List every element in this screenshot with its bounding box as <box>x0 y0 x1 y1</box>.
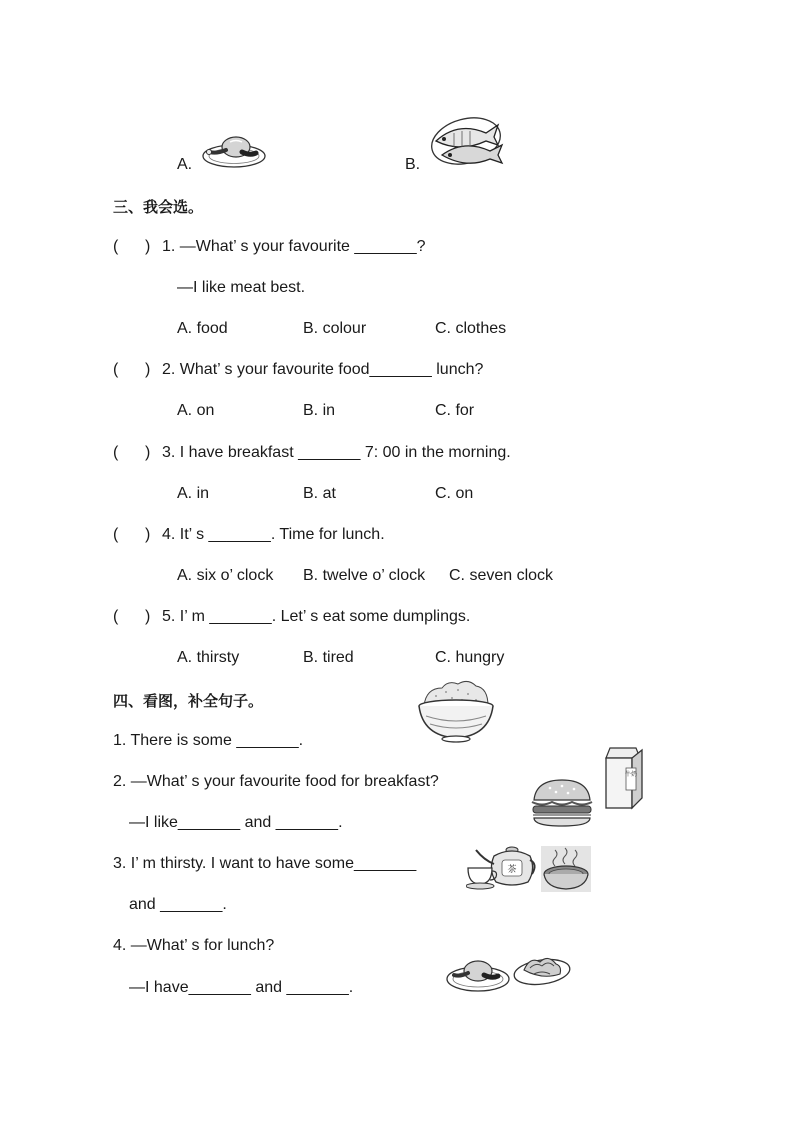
section4-line-3: —I like_______ and _______. <box>129 814 343 831</box>
option[interactable]: B. in <box>303 402 336 419</box>
question-4: 4. It’ s _______. Time for lunch. <box>162 526 385 543</box>
milk-label: 牛奶 <box>624 771 638 778</box>
answer-paren[interactable]: ( ) <box>113 238 151 255</box>
fish-plate-icon <box>428 111 508 171</box>
question-1: 1. —What’ s your favourite _______? <box>162 238 426 255</box>
option[interactable]: C. clothes <box>435 320 507 337</box>
roast-chicken-icon <box>202 132 268 170</box>
hamburger-icon <box>530 778 594 828</box>
option[interactable]: C. on <box>435 485 474 502</box>
section4-line-2: 2. —What’ s your favourite food for breakfast? <box>113 773 439 790</box>
option[interactable]: B. colour <box>303 320 367 337</box>
soup-bowl-icon <box>541 846 591 892</box>
answer-paren[interactable]: ( ) <box>113 444 151 461</box>
question-5: 5. I’ m _______. Let’ s eat some dumplings. <box>162 608 471 625</box>
section4-line-4: 3. I’ m thirsty. I want to have some_______ <box>113 855 417 872</box>
option[interactable]: A. thirsty <box>177 649 240 666</box>
option[interactable]: B. twelve o’ clock <box>303 567 426 584</box>
question-2: 2. What’ s your favourite food_______ lunch? <box>162 361 484 378</box>
option-a-label: A. <box>177 156 193 173</box>
answer-paren[interactable]: ( ) <box>113 608 151 625</box>
option[interactable]: B. at <box>303 485 336 502</box>
question-1-answer-line: —I like meat best. <box>177 279 306 296</box>
tea-label: 茶 <box>507 865 517 875</box>
option[interactable]: A. food <box>177 320 228 337</box>
question-3: 3. I have breakfast _______ 7: 00 in the morning. <box>162 444 511 461</box>
section4-line-6: 4. —What’ s for lunch? <box>113 937 275 954</box>
option[interactable]: A. in <box>177 485 210 502</box>
teapot-and-cup-icon <box>466 838 538 892</box>
answer-paren[interactable]: ( ) <box>113 361 151 378</box>
milk-carton-icon <box>604 746 646 810</box>
option-b-label: B. <box>405 156 421 173</box>
option[interactable]: C. for <box>435 402 475 419</box>
section4-line-7: —I have_______ and _______. <box>129 979 354 996</box>
option[interactable]: A. six o’ clock <box>177 567 274 584</box>
answer-paren[interactable]: ( ) <box>113 526 151 543</box>
roast-chicken-plate-icon <box>446 955 512 995</box>
rice-bowl-icon <box>416 680 496 744</box>
section3-title: 三、我会选。 <box>113 198 204 216</box>
section4-line-5: and _______. <box>129 896 227 913</box>
section4-title: 四、看图，补全句子。 <box>113 692 264 710</box>
option[interactable]: A. on <box>177 402 215 419</box>
option[interactable]: C. seven clock <box>449 567 554 584</box>
option[interactable]: B. tired <box>303 649 354 666</box>
vegetable-plate-icon <box>512 950 572 988</box>
option[interactable]: C. hungry <box>435 649 505 666</box>
section4-line-1: 1. There is some _______. <box>113 732 304 749</box>
